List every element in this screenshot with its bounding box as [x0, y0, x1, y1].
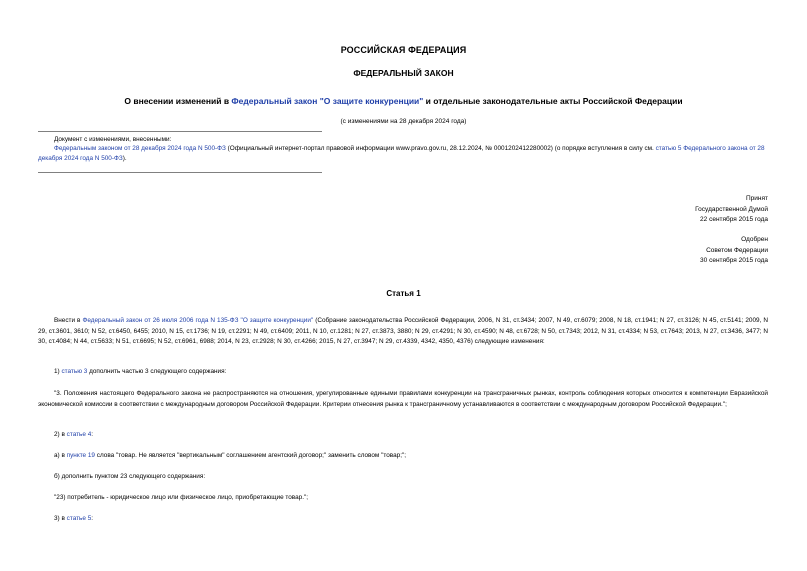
item1-prefix: 1)	[54, 368, 62, 375]
amending-law-link[interactable]: Федеральным законом от 28 декабря 2024 года N 500-ФЗ	[54, 145, 226, 153]
item-2	[38, 430, 768, 441]
title-law-link[interactable]: Федеральный закон "О защите конкуренции"	[231, 96, 424, 106]
title-suffix: и отдельные законодательные акты Российской Федерации	[423, 96, 683, 106]
quote-1: "3. Положения настоящего Федерального закона не распространяются на отношения, урегулированные едиными правилами конкуренции на трансграничных рынках, контроль соблюдения которых относится к компетенции Евразийской экономической комиссии в соответствии с международным договором Российской Федерации. Критерии отнесения рынка к трансграничному устанавливаются в соответствии с международным договором Российской Федерации.";	[38, 390, 768, 408]
sub-item-a	[38, 451, 768, 462]
law-135-link[interactable]: Федеральный закон от 26 июля 2006 года N 135-ФЗ "О защите конкуренции"	[82, 317, 314, 324]
article5-link[interactable]: статью 5 Федерального закона от 28 декабря 2024 года N 500-ФЗ	[38, 145, 765, 162]
accepted-date: 22 сентября 2015 года	[700, 216, 768, 223]
item-1	[38, 367, 768, 378]
adoption-duma	[695, 194, 768, 226]
edition-note: (с изменениями на 28 декабря 2024 года)	[340, 118, 467, 125]
bottom-divider	[38, 172, 322, 173]
adoption-council	[700, 235, 768, 267]
point19-link[interactable]: пункте 19	[66, 452, 95, 459]
changes-note	[38, 135, 768, 163]
doc-type-heading: ФЕДЕРАЛЬНЫЙ ЗАКОН	[353, 68, 454, 78]
item3-prefix: 3) в	[54, 515, 67, 522]
item-3	[38, 514, 768, 525]
article-intro	[38, 316, 768, 348]
top-divider	[38, 131, 322, 132]
item1-text: дополнить частью 3 следующего содержания:	[87, 368, 227, 375]
approved-date: 30 сентября 2015 года	[700, 257, 768, 264]
approved-by: Советом Федерации	[706, 246, 768, 254]
sub-a-text: слова "товар. Не является "вертикальным" соглашением агентский договор;" заменить словом "товар;";	[95, 452, 407, 459]
title-prefix: О внесении изменений в	[124, 96, 232, 106]
document-title	[0, 96, 807, 106]
approved-label: Одобрен	[741, 236, 768, 243]
country-heading: РОССИЙСКАЯ ФЕДЕРАЦИЯ	[340, 45, 467, 55]
item2-text: :	[91, 431, 94, 438]
intro-prefix: Внести в	[54, 317, 83, 324]
quote-2: "23) потребитель - юридическое лицо или физическое лицо, приобретающие товар.";	[54, 494, 309, 501]
item3-text: :	[91, 515, 94, 522]
changes-text-1: (Официальный интернет-портал правовой информации www.pravo.gov.ru, 28.12.2024, № 0001202412280002) (о порядке вступления в силу см.	[225, 145, 656, 153]
accepted-label: Принят	[745, 195, 768, 202]
accepted-by: Государственной Думой	[695, 205, 768, 213]
changes-text-2: ).	[122, 154, 127, 162]
changes-intro: Документ с изменениями, внесенными:	[54, 136, 172, 143]
sub-item-b: б) дополнить пунктом 23 следующего содержания:	[54, 473, 206, 480]
sub-a-prefix: а) в	[54, 452, 67, 459]
article-heading: Статья 1	[386, 289, 421, 298]
article3-link[interactable]: статью 3	[61, 368, 88, 375]
article5-law-link[interactable]: статье 5	[66, 515, 92, 522]
item2-prefix: 2) в	[54, 431, 67, 438]
changes-body	[38, 144, 768, 163]
intro-text: (Собрание законодательства Российской Федерации, 2006, N 31, ст.3434; 2007, N 49, ст.6079; 2008, N 18, ст.1941; N 27, ст.3126; N 45, ст.5141; 2009, N 29, ст.3601, 3610; N 52, ст.6450, 6455; 2010, N 15, ст.1736; N 19, ст.2291; N 49, ст.6409; 2011, N 10, ст.1281; N 27, ст.3873, 3880; N 29, ст.4291; N 30, ст.4590; N 48, ст.6728; N 50, ст.7343; 2012, N 31, ст.4334; N 53, ст.7643; 2013, N 27, ст.3436, 3477; N 30, ст.4084; N 44, ст.5633; N 51, ст.6695; N 52, ст.6961, 6988; 2014, N 23, ст.2928; N 30, ст.4266; 2015, N 27, ст.3947; N 29, ст.4339, 4342, 4350, 4376) следующие изменения:	[38, 317, 768, 346]
article4-link[interactable]: статье 4	[66, 431, 92, 438]
